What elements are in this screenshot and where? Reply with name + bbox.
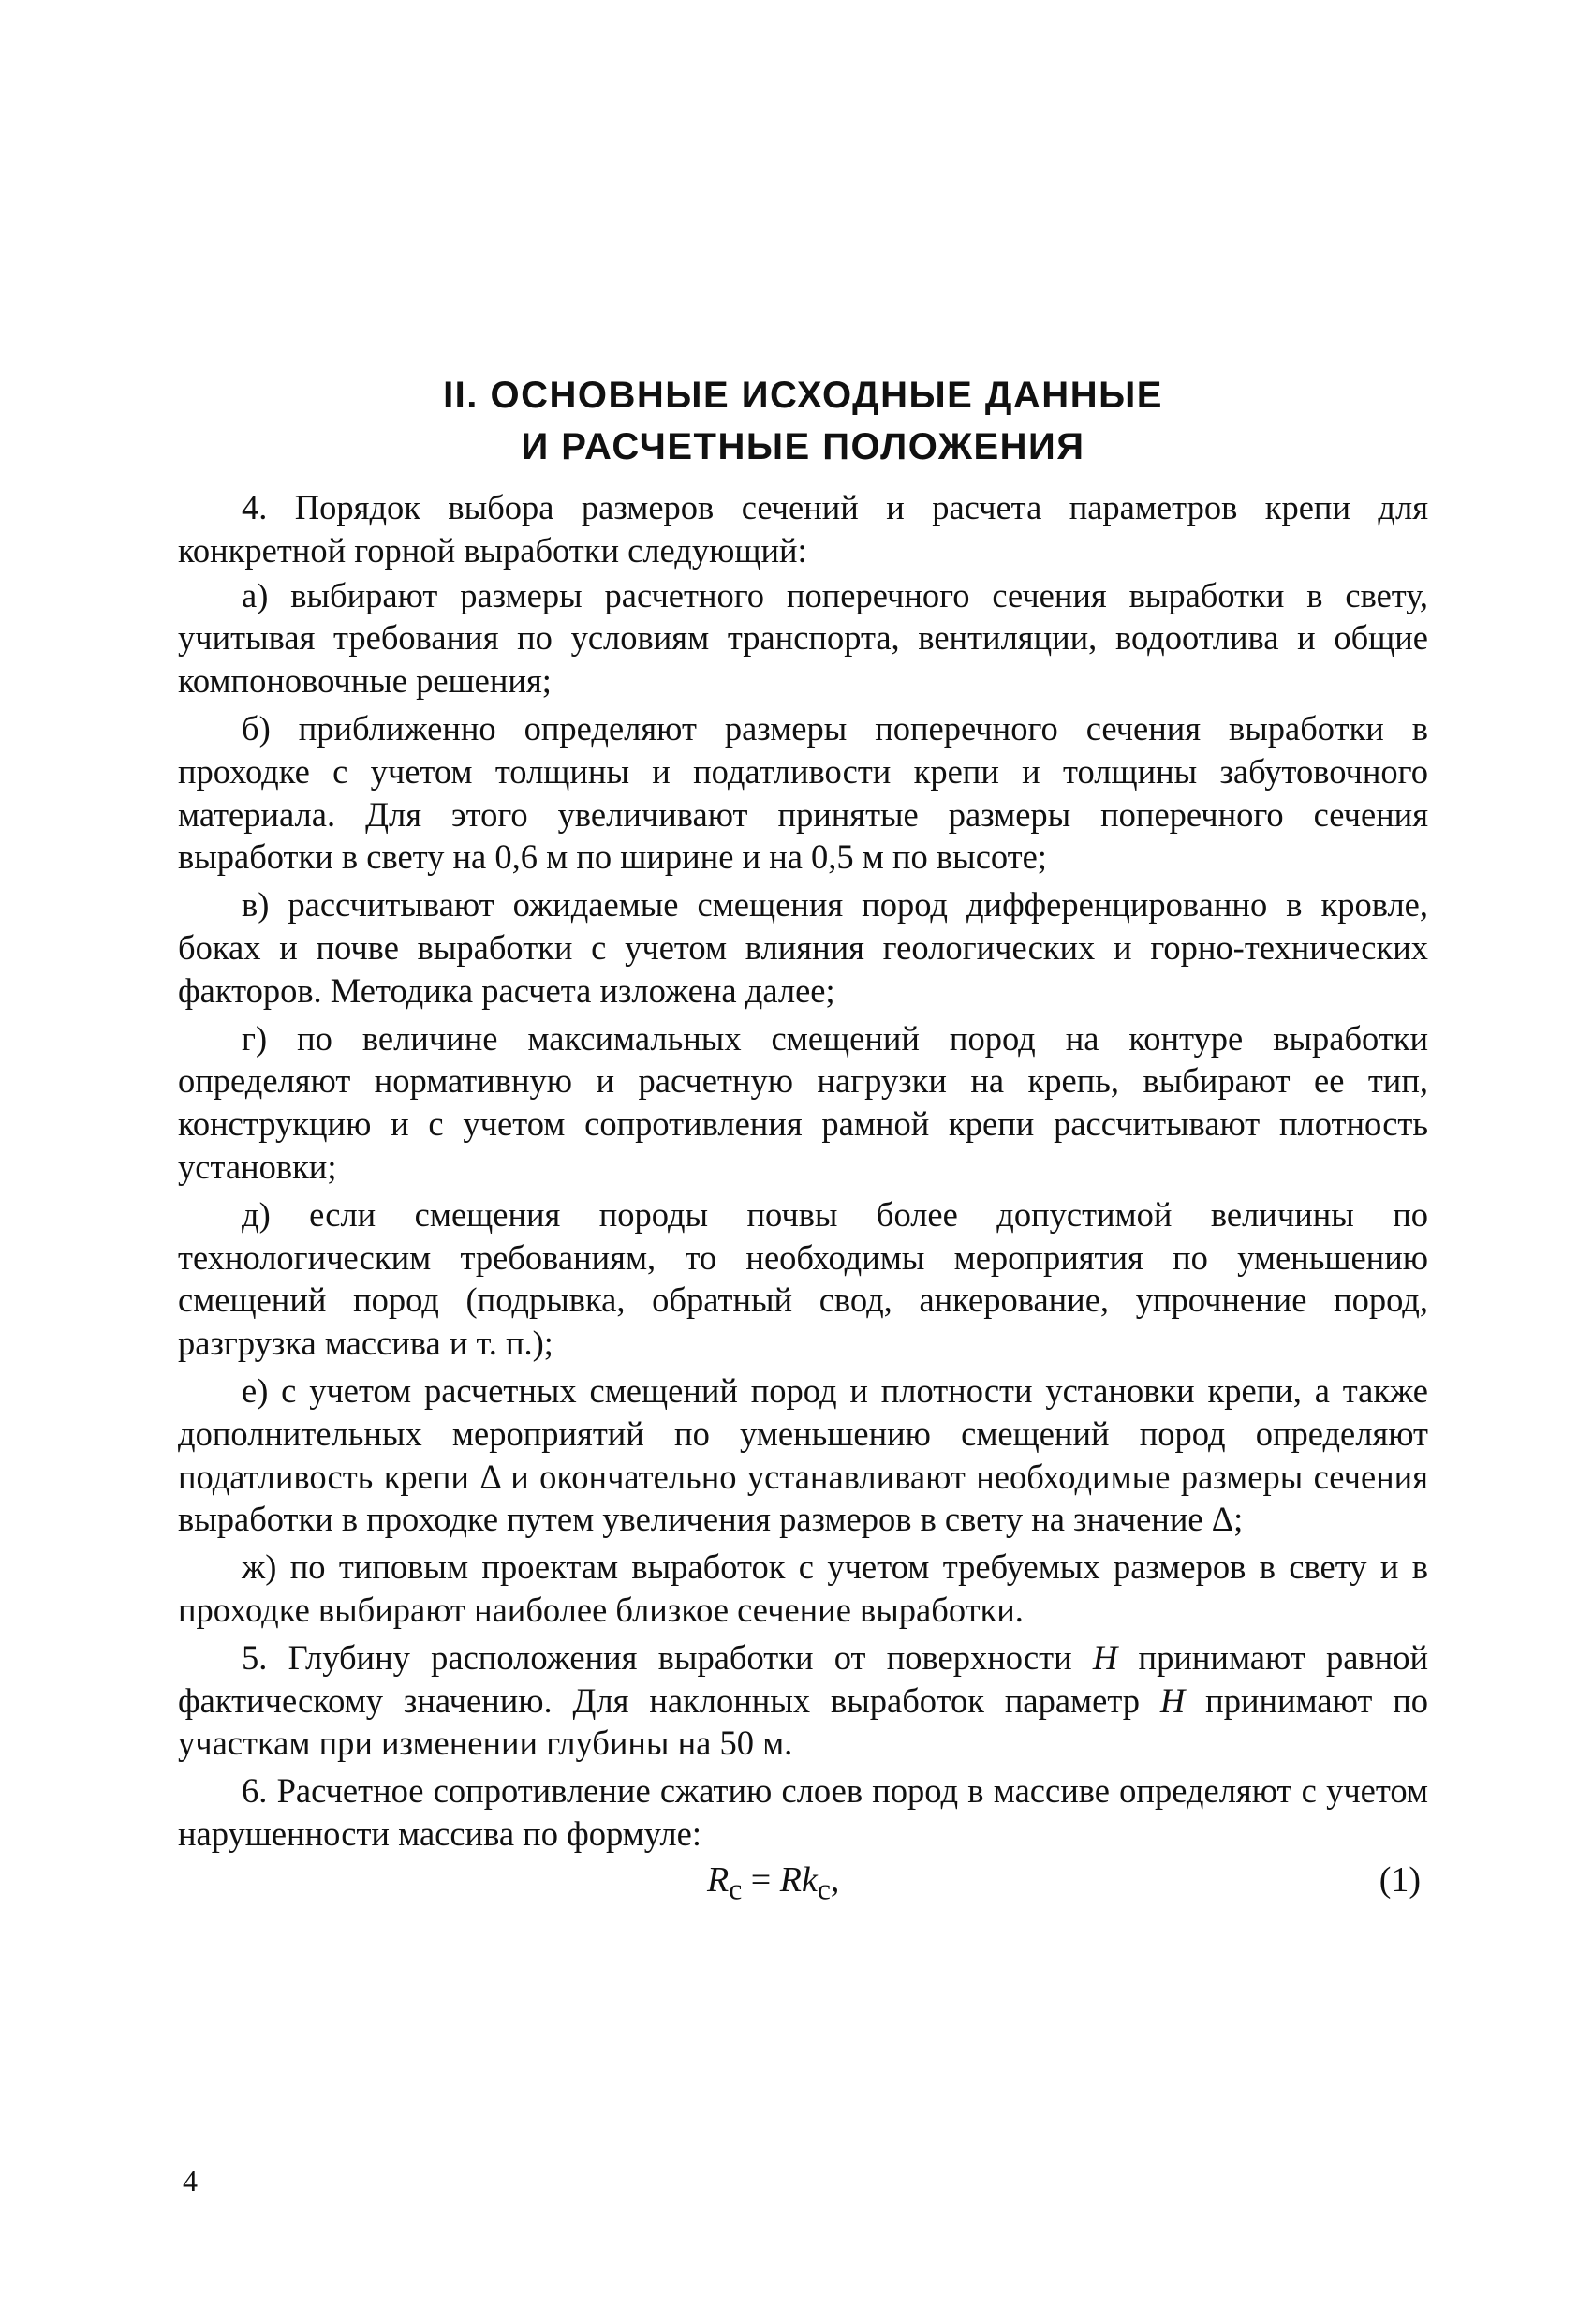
formula-number: (1) [1379, 1859, 1421, 1900]
p5-var-H-2: H [1159, 1680, 1186, 1720]
heading-line-2: И РАСЧЕТНЫЕ ПОЛОЖЕНИЯ [521, 426, 1085, 467]
formula-rhs-sub: c [817, 1873, 831, 1906]
formula-lhs-sub: c [729, 1873, 743, 1906]
formula-1 [178, 1859, 1428, 1908]
formula-rhs-R: R [779, 1859, 802, 1900]
paragraph-5 [178, 1636, 1428, 1765]
item-e: е) с учетом расчетных смещений пород и плотности установки крепи, а также дополнительных мероприятий по уменьшению смещений пород определяют податливость крепи Δ и окончательно устанавливают необходимые размеры сечения выработки в проходке путем увеличения размеров в свету на значение Δ; [178, 1370, 1428, 1539]
p5-text-1: 5. Глубину расположения выработки от поверхности [242, 1637, 1093, 1677]
formula-rhs-k: k [801, 1859, 818, 1900]
formula-expression [707, 1859, 839, 1911]
paragraph-6: 6. Расчетное сопротивление сжатию слоев пород в массиве определяют с учетом нарушенности массива по формуле: [178, 1771, 1428, 1853]
item-b: б) приближенно определяют размеры поперечного сечения выработки в проходке с учетом толщины и податливости крепи и толщины забутовочного материала. Для этого увеличивают принятые размеры поперечного сечения выработки в свету на 0,6 м по ширине и на 0,5 м по высоте; [178, 708, 1428, 877]
section-heading [178, 370, 1428, 473]
formula-comma: , [830, 1859, 840, 1900]
formula-lhs-R: R [707, 1859, 730, 1900]
document-page [178, 370, 1428, 1908]
paragraph-4: 4. Порядок выбора размеров сечений и расчета параметров крепи для конкретной горной выработки следующий: [178, 488, 1428, 570]
item-zh: ж) по типовым проектам выработок с учетом требуемых размеров в свету и в проходке выбирают наиболее близкое сечение выработки. [178, 1547, 1428, 1629]
heading-line-1: II. ОСНОВНЫЕ ИСХОДНЫЕ ДАННЫЕ [443, 375, 1163, 416]
p5-text-3: принимают по участкам при изменении глубины на 50 м. [178, 1680, 1429, 1763]
item-d: д) если смещения породы почвы более допустимой величины по технологическим требованиям, то необходимы мероприятия по уменьшению смещений пород (подрывка, обратный свод, анкерование, упрочнение пород, разгрузка массива и т. п.); [178, 1194, 1428, 1363]
item-g: г) по величине максимальных смещений пород на контуре выработки определяют нормативную и расчетную нагрузки на крепь, выбирают ее тип, конструкцию и с учетом сопротивления рамной крепи рассчитывают плотность установки; [178, 1018, 1428, 1186]
page-number: 4 [183, 2164, 198, 2198]
p5-text-2: принимают равной фактическому значению. Для наклонных выработок параметр [178, 1637, 1428, 1720]
item-a: а) выбирают размеры расчетного поперечного сечения выработки в свету, учитывая требования по условиям транспорта, вентиляции, водоотлива и общие компоновочные решения; [178, 575, 1428, 701]
p5-var-H-1: H [1092, 1637, 1118, 1677]
item-v: в) рассчитывают ожидаемые смещения пород дифференцированно в кровле, боках и почве выработки с учетом влияния геологических и горно-технических факторов. Методика расчета изложена далее; [178, 885, 1428, 1010]
formula-equals: = [742, 1859, 780, 1900]
